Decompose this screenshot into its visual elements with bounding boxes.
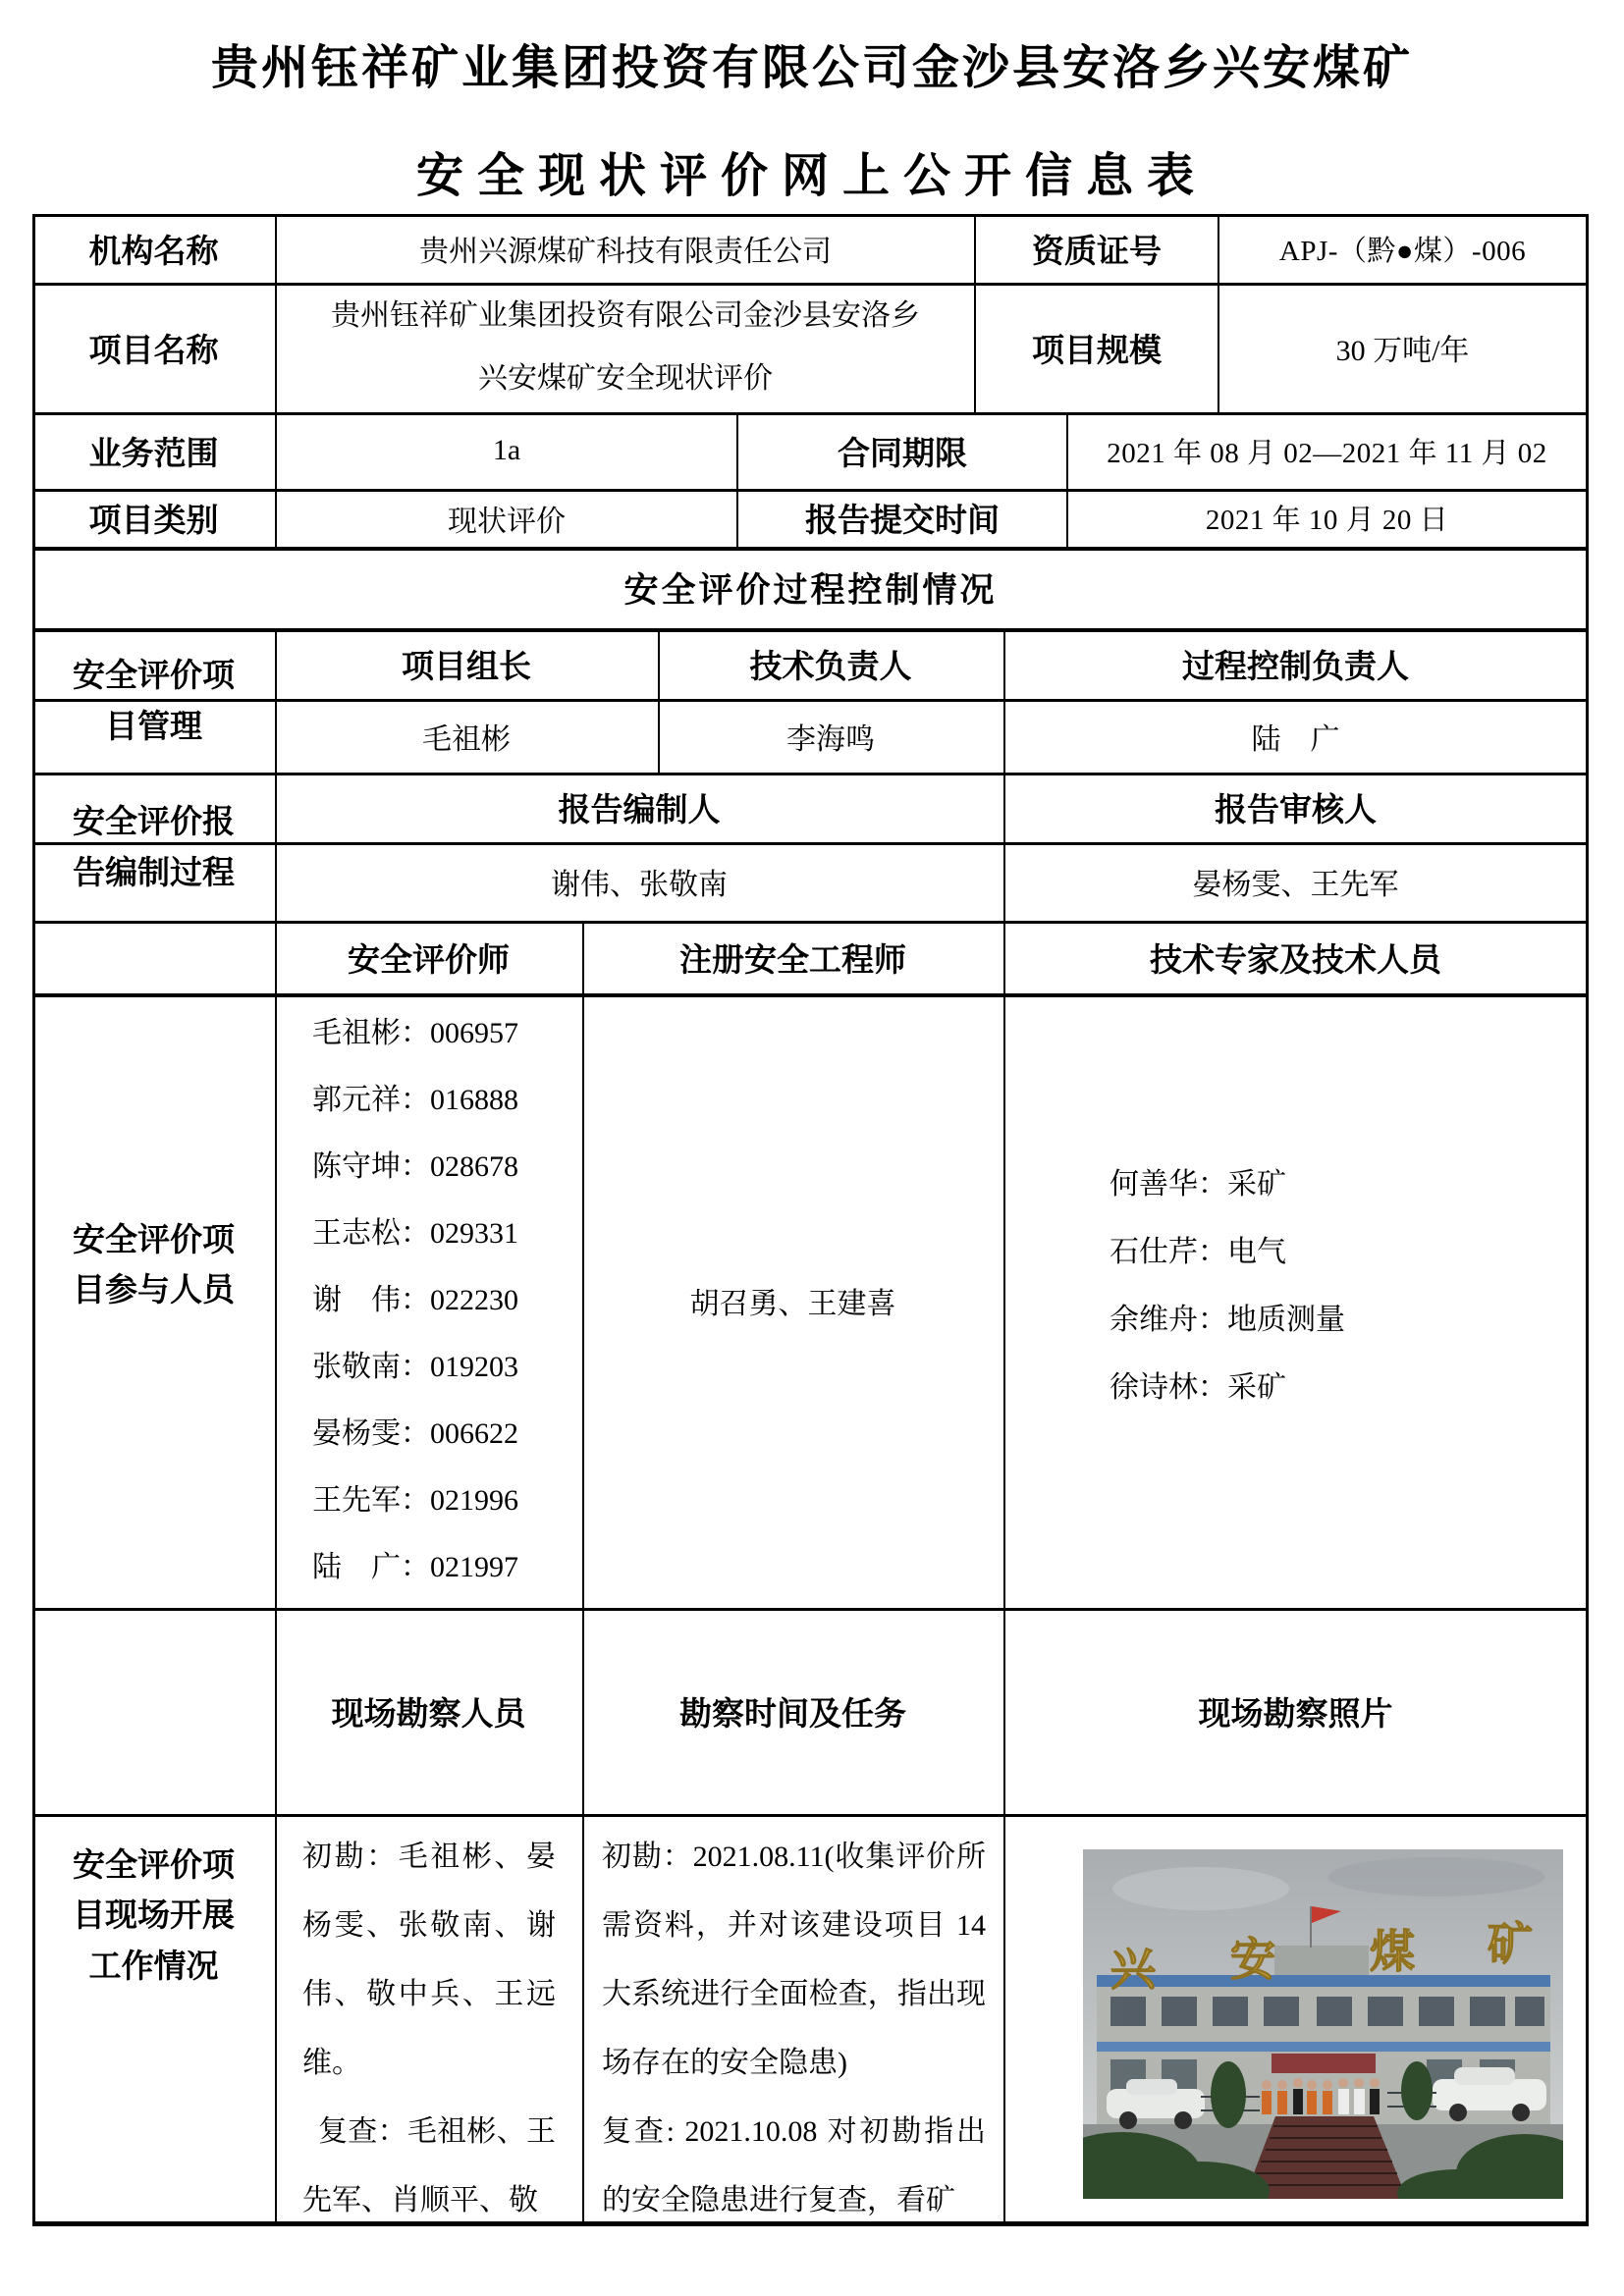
participants-row-label: 安全评价项目参与人员 [73, 1220, 235, 1308]
registered-engineers-value: 胡召勇、王建喜 [689, 1288, 896, 1320]
process-control-section-header: 安全评价过程控制情况 [623, 571, 998, 610]
registered-engineers-header: 注册安全工程师 [679, 940, 906, 978]
photo-entrance-sign [1272, 2054, 1376, 2073]
tech-lead-value: 李海鸣 [786, 722, 875, 756]
experts-header: 技术专家及技术人员 [1150, 940, 1441, 978]
svg-text:矿: 矿 [1488, 1918, 1533, 1969]
photo-windows-upper [1110, 1997, 1544, 2026]
project-name-label: 项目名称 [88, 331, 219, 368]
site-tasks-header: 勘察时间及任务 [679, 1694, 906, 1732]
cert-no-value: APJ-（黔●煤）-006 [1278, 235, 1527, 267]
svg-text:兴: 兴 [1110, 1944, 1156, 1995]
project-category-label: 项目类别 [88, 502, 219, 538]
process-lead-value: 陆 广 [1251, 722, 1340, 756]
site-photo [1083, 1849, 1563, 2199]
report-reviewer-value: 晏杨雯、王先军 [1192, 869, 1399, 901]
evaluators-list [312, 996, 580, 1605]
svg-text:安: 安 [1230, 1934, 1275, 1985]
evaluator-item: 晏杨雯：006622 [312, 1417, 518, 1450]
evaluator-item: 张敬南：019203 [312, 1351, 518, 1383]
business-scope-label: 业务范围 [88, 434, 219, 471]
report-reviewer-header: 报告审核人 [1215, 791, 1377, 828]
svg-text:煤: 煤 [1370, 1926, 1415, 1977]
site-personnel-header: 现场勘察人员 [331, 1694, 526, 1732]
project-scale-label: 项目规模 [1032, 331, 1162, 368]
expert-item: 徐诗林：采矿 [1110, 1371, 1286, 1404]
doc-title-line2: 安全现状评价网上公开信息表 [415, 150, 1208, 202]
evaluator-item: 陆 广：021997 [312, 1551, 518, 1583]
report-submit-value: 2021 年 10 月 20 日 [1205, 505, 1449, 536]
expert-item: 余维舟：地质测量 [1110, 1304, 1345, 1336]
table-border-right [1586, 214, 1589, 2226]
project-name-value: 贵州钰祥矿业集团投资有限公司金沙县安洛乡兴安煤矿安全现状评价 [331, 299, 920, 395]
report-compiler-header: 报告编制人 [558, 791, 721, 828]
evaluator-item: 王先军：021996 [312, 1484, 518, 1517]
evaluator-item: 陈守坤：028678 [312, 1150, 518, 1183]
evaluator-item: 毛祖彬：006957 [312, 1017, 518, 1049]
contract-period-label: 合同期限 [838, 434, 967, 471]
contract-period-value: 2021 年 08 月 02—2021 年 11 月 02 [1107, 437, 1547, 469]
experts-list [1110, 996, 1586, 1575]
management-row-label: 安全评价项目管理 [73, 657, 235, 744]
org-name-value: 贵州兴源煤矿科技有限责任公司 [419, 236, 832, 268]
table-border-bottom [32, 2221, 1589, 2226]
business-scope-value: 1a [492, 434, 521, 466]
report-submit-label: 报告提交时间 [805, 502, 1000, 538]
evaluator-item: 王志松：029331 [312, 1217, 518, 1250]
evaluator-item: 郭元祥：016888 [312, 1084, 518, 1116]
doc-title-line1: 贵州钰祥矿业集团投资有限公司金沙县安洛乡兴安煤矿 [210, 42, 1413, 94]
report-row-label: 安全评价报告编制过程 [73, 803, 235, 890]
expert-item: 石仕芹：电气 [1110, 1236, 1286, 1268]
process-lead-header: 过程控制负责人 [1182, 647, 1409, 684]
site-work-row-label: 安全评价项目现场开展工作情况 [73, 1846, 235, 1984]
cert-no-label: 资质证号 [1032, 232, 1162, 269]
expert-item: 何善华：采矿 [1110, 1168, 1286, 1201]
team-leader-header: 项目组长 [402, 647, 531, 684]
org-name-label: 机构名称 [88, 232, 219, 269]
site-tasks-text: 初勘：2021.08.11(收集评价所需资料，并对该建设项目 14 大系统进行全面检查，指出现场存在的安全隐患) 复查: 2021.10.08 对初勘指出的安全隐患进行复查，看矿 [602, 1841, 986, 2216]
site-personnel-text: 初勘：毛祖彬、晏杨雯、张敬南、谢伟、敬中兵、王远维。 复查：毛祖彬、王先军、肖顺平、敬 [302, 1841, 556, 2216]
photo-floor-banner [1097, 2042, 1550, 2052]
evaluators-header: 安全评价师 [348, 940, 510, 978]
site-photo-header: 现场勘察照片 [1198, 1694, 1393, 1732]
report-compiler-value: 谢伟、张敬南 [551, 869, 728, 901]
tech-lead-header: 技术负责人 [749, 647, 912, 684]
project-category-value: 现状评价 [448, 505, 566, 538]
evaluator-item: 谢 伟：022230 [312, 1284, 518, 1316]
photo-roof-banner [1097, 1975, 1550, 1987]
project-scale-value: 30 万吨/年 [1335, 335, 1470, 367]
team-leader-value: 毛祖彬 [422, 722, 511, 756]
